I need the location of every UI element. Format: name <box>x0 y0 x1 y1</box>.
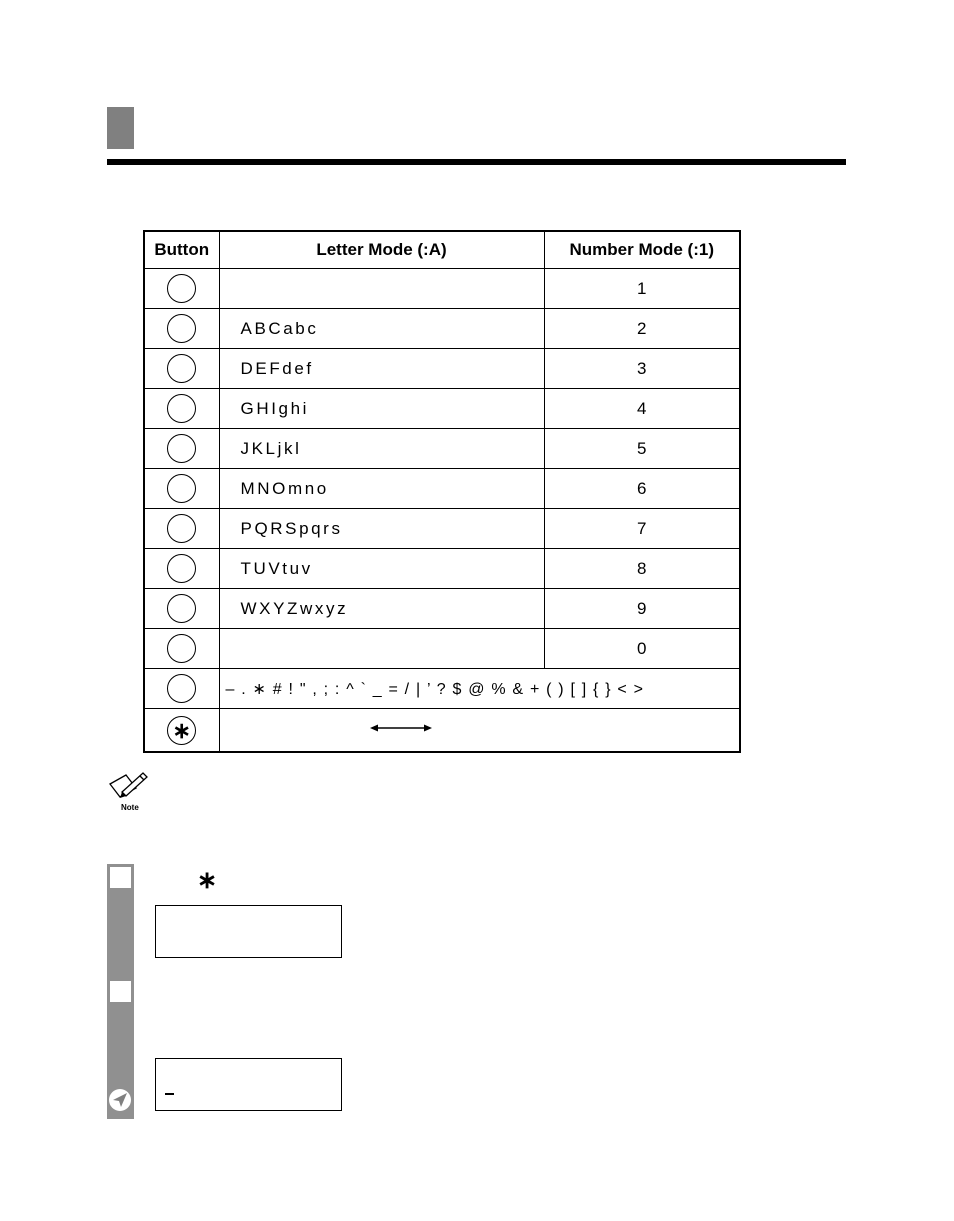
letter-cell: GHIghi <box>219 389 544 429</box>
lcd-display-2 <box>155 1058 342 1111</box>
lcd-cursor <box>165 1093 174 1095</box>
letter-cell: MNOmno <box>219 469 544 509</box>
key-button-icon <box>167 354 196 383</box>
table-row <box>144 349 740 389</box>
number-cell: 3 <box>544 349 740 389</box>
table-row <box>144 549 740 589</box>
number-cell: 6 <box>544 469 740 509</box>
table-row <box>144 589 740 629</box>
letter-cell: TUVtuv <box>219 549 544 589</box>
letter-cell: PQRSpqrs <box>219 509 544 549</box>
star-key-glyph: ∗ <box>197 867 218 894</box>
number-cell: 4 <box>544 389 740 429</box>
number-cell: 9 <box>544 589 740 629</box>
section-tab-marker <box>107 107 134 149</box>
step-1-marker <box>110 867 131 888</box>
table-header-row <box>144 231 740 269</box>
header-letter-mode: Letter Mode (:A) <box>219 231 544 269</box>
key-button-icon <box>167 394 196 423</box>
key-button-icon <box>167 474 196 503</box>
key-button-icon <box>167 314 196 343</box>
letter-cell: JKLjkl <box>219 429 544 469</box>
key-button-icon <box>167 274 196 303</box>
number-cell: 5 <box>544 429 740 469</box>
table-row <box>144 509 740 549</box>
key-button-icon <box>167 634 196 663</box>
number-cell: 8 <box>544 549 740 589</box>
number-cell: 1 <box>544 269 740 309</box>
letter-cell: DEFdef <box>219 349 544 389</box>
key-button-icon <box>167 674 196 703</box>
table-row <box>144 389 740 429</box>
letter-cell: WXYZwxyz <box>219 589 544 629</box>
letter-cell <box>219 629 544 669</box>
header-rule <box>107 159 846 165</box>
note-icon <box>106 771 150 818</box>
mode-toggle-cell <box>219 709 740 753</box>
table-row <box>144 309 740 349</box>
symbols-cell: – . ∗ # ! " , ; : ^ ` _ = / | ’ ? $ @ % & + ( ) [ ] { } < > <box>219 669 740 709</box>
note-label: Note <box>121 803 139 812</box>
key-button-icon <box>167 514 196 543</box>
table-row-mode-toggle <box>144 709 740 753</box>
next-step-arrow-icon <box>108 1088 132 1117</box>
key-button-icon <box>167 594 196 623</box>
double-arrow-icon <box>370 721 432 735</box>
header-number-mode: Number Mode (:1) <box>544 231 740 269</box>
table-row <box>144 269 740 309</box>
table-row-symbols <box>144 669 740 709</box>
lcd-display-1 <box>155 905 342 958</box>
step-2-marker <box>110 981 131 1002</box>
number-cell: 7 <box>544 509 740 549</box>
key-button-icon <box>167 434 196 463</box>
table-row <box>144 469 740 509</box>
character-table <box>143 230 741 753</box>
number-cell: 0 <box>544 629 740 669</box>
header-button: Button <box>144 231 219 269</box>
letter-cell: ABCabc <box>219 309 544 349</box>
table-row <box>144 429 740 469</box>
number-cell: 2 <box>544 309 740 349</box>
letter-cell <box>219 269 544 309</box>
table-row <box>144 629 740 669</box>
star-key-icon: ∗ <box>167 716 196 745</box>
key-button-icon <box>167 554 196 583</box>
